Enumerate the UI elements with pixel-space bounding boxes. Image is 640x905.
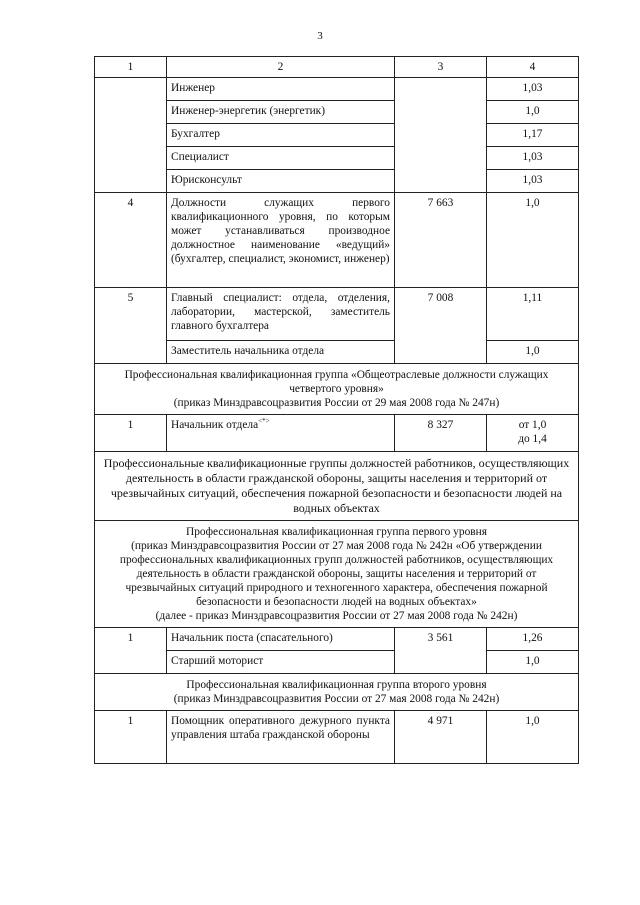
coefficient: 1,17 xyxy=(487,124,579,147)
table-row xyxy=(95,101,579,124)
table-row xyxy=(95,147,579,170)
section-heading-row xyxy=(95,452,579,521)
table-row xyxy=(95,124,579,147)
header-col-1: 1 xyxy=(95,57,167,78)
level-number: 1 xyxy=(95,711,167,764)
position-name: Заместитель начальника отдела xyxy=(167,341,395,364)
group-heading-row xyxy=(95,674,579,711)
table-row xyxy=(95,341,579,364)
group-heading xyxy=(95,521,579,628)
group-heading-row xyxy=(95,521,579,628)
header-col-2: 2 xyxy=(167,57,395,78)
coefficient-to: до 1,4 xyxy=(518,433,547,445)
coefficient: 1,0 xyxy=(487,651,579,674)
group-order: (приказ Минздравсоцразвития России от 27 мая 2008 года № 242н «Об утверждении профессиональных квалификационных групп должностей работников, осуществляющих деятельность в области гражданской обороны, защиты населения и территорий от чрезвычайных ситуаций природного и техногенного характера, обеспечения пожарной безопасности и безопасности людей на водных объектах» xyxy=(119,540,554,608)
group-order-abbrev: (далее - приказ Минздравсоцразвития России от 27 мая 2008 года № 242н) xyxy=(155,610,518,622)
group-order: (приказ Минздравсоцразвития России от 27 мая 2008 года № 242н) xyxy=(173,693,500,705)
position-name: Бухгалтер xyxy=(167,124,395,147)
salary-value: 4 971 xyxy=(395,711,487,764)
footnote-mark: <*> xyxy=(258,417,270,426)
salary-value: 7 663 xyxy=(395,193,487,288)
table-header-row xyxy=(95,57,579,78)
position-name: Юрисконсульт xyxy=(167,170,395,193)
coefficient: 1,0 xyxy=(487,101,579,124)
coefficient: 1,0 xyxy=(487,193,579,288)
page-number: 3 xyxy=(317,30,323,42)
salary-table xyxy=(94,56,579,764)
coefficient-range xyxy=(487,415,579,452)
group-title: Профессиональная квалификационная группа первого уровня xyxy=(185,526,487,538)
salary-value: 8 327 xyxy=(395,415,487,452)
header-col-4: 4 xyxy=(487,57,579,78)
table-row xyxy=(95,628,579,651)
header-col-3: 3 xyxy=(395,57,487,78)
position-name xyxy=(167,415,395,452)
position-name: Старший моторист xyxy=(167,651,395,674)
level-number: 5 xyxy=(95,288,167,364)
position-name: Должности служащих первого квалификационного уровня, по которым может устанавливаться производное должностное наименование «ведущий» (бухгалтер, специалист, экономист, инженер) xyxy=(167,193,395,288)
group-order: (приказ Минздравсоцразвития России от 29 мая 2008 года № 247н) xyxy=(173,397,500,409)
table-row xyxy=(95,78,579,101)
table-row xyxy=(95,193,579,288)
coefficient-from: от 1,0 xyxy=(518,419,547,431)
group-heading xyxy=(95,674,579,711)
position-name: Инженер-энергетик (энергетик) xyxy=(167,101,395,124)
coefficient: 1,0 xyxy=(487,711,579,764)
coefficient: 1,03 xyxy=(487,147,579,170)
position-name: Инженер xyxy=(167,78,395,101)
level-number: 1 xyxy=(95,415,167,452)
coefficient: 1,0 xyxy=(487,341,579,364)
coefficient: 1,26 xyxy=(487,628,579,651)
table-row xyxy=(95,170,579,193)
group-heading xyxy=(95,364,579,415)
position-name: Помощник оперативного дежурного пункта управления штаба гражданской обороны xyxy=(167,711,395,764)
table-row xyxy=(95,415,579,452)
table-row xyxy=(95,711,579,764)
group-heading-row xyxy=(95,364,579,415)
coefficient: 1,03 xyxy=(487,78,579,101)
position-name: Главный специалист: отдела, отделения, лаборатории, мастерской, заместитель главного бухгалтера xyxy=(167,288,395,341)
salary-value: 7 008 xyxy=(395,288,487,364)
salary-value: 3 561 xyxy=(395,628,487,674)
section-heading: Профессиональные квалификационные группы должностей работников, осуществляющих деятельность в области гражданской обороны, защиты населения и территорий от чрезвычайных ситуаций, обеспечения пожарной безопасности и безопасности людей на водных объектах xyxy=(95,452,579,521)
coefficient: 1,11 xyxy=(487,288,579,341)
coefficient: 1,03 xyxy=(487,170,579,193)
level-number: 1 xyxy=(95,628,167,674)
group-title: Профессиональная квалификационная группа «Общеотраслевые должности служащих четвертого уровня» xyxy=(124,369,549,395)
group-title: Профессиональная квалификационная группа второго уровня xyxy=(186,679,487,691)
table-row xyxy=(95,651,579,674)
level-number: 4 xyxy=(95,193,167,288)
position-name: Начальник поста (спасательного) xyxy=(167,628,395,651)
table-row xyxy=(95,288,579,341)
position-name-text: Начальник отдела xyxy=(171,419,259,431)
position-name: Специалист xyxy=(167,147,395,170)
salary-cell-empty xyxy=(395,78,487,193)
level-cell-empty xyxy=(95,78,167,193)
